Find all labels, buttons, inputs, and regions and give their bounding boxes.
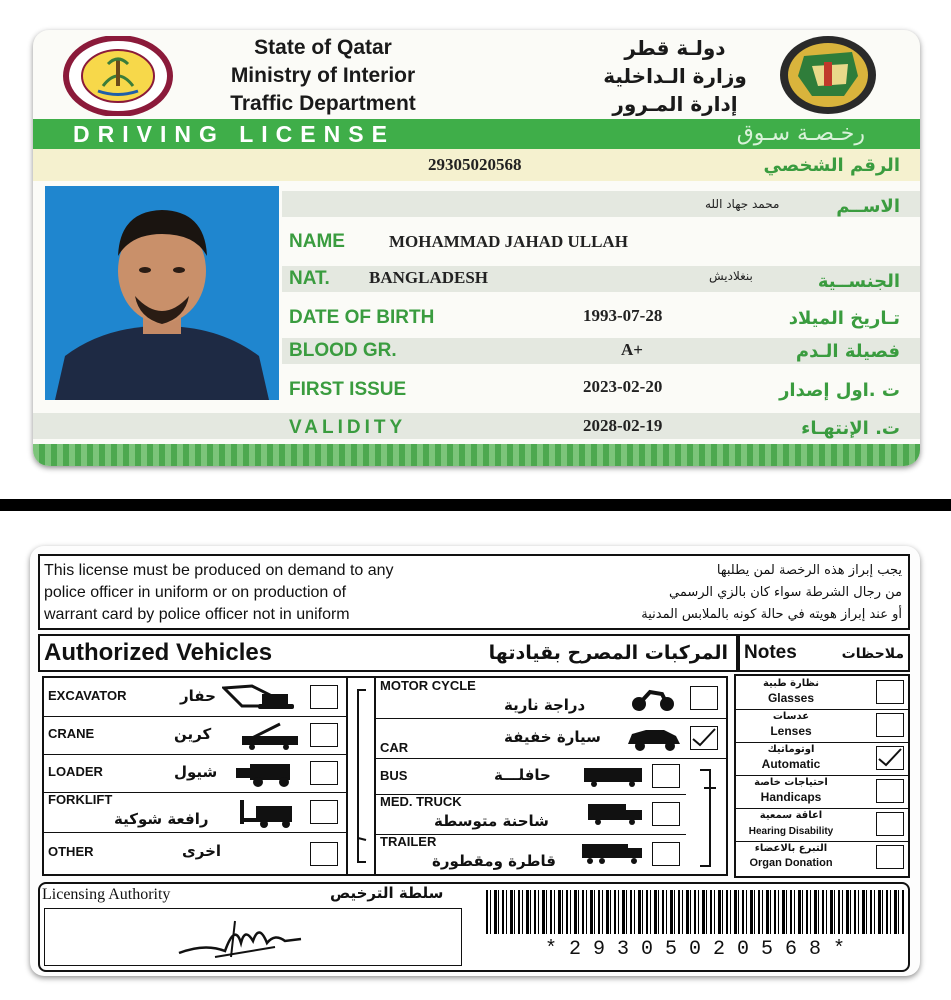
personal-number-label-ar: الرقم الشخصي	[763, 155, 900, 176]
checkmark-icon	[691, 727, 717, 749]
signature-box	[44, 908, 462, 966]
blood-group-label-ar: فصيلة الـدم	[795, 341, 900, 362]
trailer-checkbox[interactable]	[652, 842, 680, 866]
header-state-ar: دولـة قطر	[624, 36, 726, 60]
nationality-label: NAT.	[289, 268, 330, 289]
vehicle-label-ar: كرين	[174, 725, 212, 743]
note-row	[736, 742, 908, 776]
note-label-ar: احتياجات خاصة	[754, 777, 828, 788]
vehicle-label: LOADER	[48, 764, 103, 779]
note-label: Lenses	[770, 724, 812, 738]
qatar-state-emblem-icon	[63, 36, 173, 116]
excavator-icon	[222, 684, 298, 715]
gcc-emblem-icon	[778, 34, 878, 116]
vehicle-label: CAR	[380, 740, 409, 755]
organ-donation-checkbox[interactable]	[876, 845, 904, 869]
signature-icon	[175, 913, 305, 963]
vehicle-row	[44, 792, 346, 833]
note-label: Glasses	[767, 691, 815, 705]
nationality-ar: بنغلاديش	[709, 269, 753, 283]
notes-title-ar: ملاحظات	[841, 646, 904, 662]
note-label-ar: اوتوماتيك	[767, 744, 815, 755]
motorcycle-checkbox[interactable]	[690, 686, 718, 710]
name-label-ar: الاســم	[836, 196, 900, 217]
licensing-authority-label: Licensing Authority	[42, 886, 171, 903]
forklift-icon	[238, 798, 298, 833]
authorized-vehicles-header	[38, 634, 738, 672]
excavator-checkbox[interactable]	[310, 685, 338, 709]
blood-group-label: BLOOD GR.	[289, 340, 397, 361]
vehicle-row	[376, 758, 686, 795]
card-divider	[0, 499, 951, 511]
holder-name: MOHAMMAD JAHAD ULLAH	[389, 232, 628, 251]
notice-line-ar: أو عند إبراز هويته في حالة كونه بالملابس المدنية	[641, 607, 902, 622]
authority-section	[38, 882, 910, 972]
note-label-ar: اعاقة سمعية	[759, 810, 823, 821]
notes-title: Notes	[744, 642, 797, 663]
vehicle-row	[44, 678, 346, 717]
vehicle-row	[44, 716, 346, 755]
note-label: Automatic	[761, 757, 821, 771]
vehicle-label-ar: حفار	[180, 687, 216, 705]
heavy-vehicles-list	[42, 676, 348, 876]
personal-number: 29305020568	[428, 155, 522, 174]
vehicle-row	[376, 718, 726, 759]
truck-icon	[586, 802, 644, 831]
authorized-vehicles-title-ar: المركبات المصرح بقيادتها	[488, 642, 728, 664]
blood-group: A+	[621, 340, 643, 359]
dob-label-ar: تـاريخ الميلاد	[788, 308, 900, 329]
vehicle-row	[44, 832, 346, 874]
header-state: State of Qatar	[254, 36, 392, 59]
nationality: BANGLADESH	[369, 268, 489, 287]
vehicle-label: EXCAVATOR	[48, 688, 127, 703]
vehicle-label-ar: رافعة شوكية	[114, 810, 209, 828]
license-title: DRIVING LICENSE	[73, 121, 395, 147]
group-bracket-icon	[694, 768, 720, 868]
vehicle-label-ar: شيول	[174, 763, 218, 781]
car-checkbox[interactable]	[690, 726, 718, 750]
first-issue-date: 2023-02-20	[583, 377, 663, 396]
medium-truck-checkbox[interactable]	[652, 802, 680, 826]
vehicle-row	[376, 678, 726, 719]
vehicle-label: BUS	[380, 768, 408, 783]
vehicle-label: TRAILER	[380, 834, 437, 849]
validity-label-ar: ت. الإنتهـاء	[801, 418, 900, 439]
vehicle-label: CRANE	[48, 726, 95, 741]
row-stripe	[33, 413, 920, 439]
vehicle-label-ar: قاطرة ومقطورة	[432, 852, 556, 870]
date-of-birth: 1993-07-28	[583, 306, 663, 325]
holder-photo	[45, 186, 279, 400]
notice-line-en: police officer in uniform or on production of	[44, 584, 347, 601]
note-row	[736, 709, 908, 743]
vehicle-label: OTHER	[48, 844, 94, 859]
note-row	[736, 676, 908, 710]
nationality-label-ar: الجنســية	[817, 271, 900, 292]
note-label: Organ Donation	[749, 857, 833, 869]
notice-line-ar: يجب إبراز هذه الرخصة لمن يطلبها	[716, 563, 902, 578]
name-label: NAME	[289, 231, 345, 252]
vehicle-label: MED. TRUCK	[380, 794, 462, 809]
card-bottom-pattern	[33, 444, 920, 466]
vehicle-label-ar: سيارة خفيفة	[504, 728, 601, 746]
forklift-checkbox[interactable]	[310, 800, 338, 824]
light-vehicles-list	[374, 676, 728, 876]
other-vehicle-checkbox[interactable]	[310, 842, 338, 866]
note-label-ar: التبرع بالاعضاء	[754, 843, 828, 854]
notice-line-ar: من رجال الشرطة سواء كان بالزي الرسمي	[669, 585, 902, 600]
vehicle-row	[376, 834, 686, 874]
vehicle-row	[44, 754, 346, 793]
licensing-authority-label-ar: سلطة الترخيص	[330, 884, 444, 902]
note-row	[736, 808, 908, 842]
first-issue-label: FIRST ISSUE	[289, 379, 407, 400]
authorized-vehicles-title: Authorized Vehicles	[44, 639, 273, 666]
header-ministry: Ministry of Interior	[230, 64, 416, 87]
dob-label: DATE OF BIRTH	[289, 307, 435, 328]
license-title-ar: رخـصـة سـوق	[736, 121, 865, 146]
group-bracket-column	[346, 676, 376, 876]
car-icon	[626, 726, 682, 757]
glasses-checkbox[interactable]	[876, 680, 904, 704]
motorcycle-icon	[630, 684, 676, 717]
hearing-disability-checkbox[interactable]	[876, 812, 904, 836]
vehicle-row	[376, 794, 686, 835]
vehicle-label-ar: اخرى	[182, 842, 222, 860]
vehicle-label-ar: دراجة نارية	[504, 696, 586, 714]
barcode-number: * 2 9 3 0 5 0 2 0 5 6 8 *	[544, 938, 846, 961]
vehicle-label-ar: شاحنة متوسطة	[434, 812, 549, 830]
crane-icon	[240, 720, 300, 755]
header-ministry-ar: وزارة الـداخلية	[603, 64, 747, 88]
vehicle-label: FORKLIFT	[48, 792, 113, 807]
header-department: Traffic Department	[230, 92, 416, 115]
loader-icon	[234, 760, 298, 793]
bus-icon	[582, 766, 644, 793]
notes-header	[738, 634, 910, 672]
license-front-card	[33, 30, 920, 466]
license-back-card	[30, 546, 920, 976]
automatic-checkbox[interactable]	[876, 746, 904, 770]
notice-line-en: This license must be produced on demand to any	[44, 562, 394, 579]
note-row	[736, 841, 908, 874]
bus-checkbox[interactable]	[652, 764, 680, 788]
notice-line-en: warrant card by police officer not in uniform	[44, 606, 350, 623]
trailer-icon	[580, 842, 644, 871]
note-row	[736, 775, 908, 809]
notes-list	[734, 674, 910, 878]
vehicle-label-ar: حافلـــة	[494, 766, 551, 784]
header-department-ar: إدارة المـرور	[612, 92, 738, 116]
checkmark-icon	[877, 747, 903, 769]
barcode	[486, 890, 904, 934]
note-label-ar: نظارة طبية	[762, 678, 820, 689]
note-label-ar: عدسات	[772, 711, 810, 722]
notice-box	[38, 554, 910, 630]
note-label: Handicaps	[760, 790, 822, 804]
row-stripe	[282, 191, 920, 217]
handicaps-checkbox[interactable]	[876, 779, 904, 803]
crane-checkbox[interactable]	[310, 723, 338, 747]
lenses-checkbox[interactable]	[876, 713, 904, 737]
validity-date: 2028-02-19	[583, 416, 663, 435]
note-label: Hearing Disability	[748, 826, 834, 837]
holder-name-ar: محمد جهاد الله	[705, 197, 780, 211]
vehicle-label: MOTOR CYCLE	[380, 678, 476, 693]
validity-label: VALIDITY	[289, 417, 407, 438]
first-issue-label-ar: ت .اول إصدار	[779, 380, 900, 401]
loader-checkbox[interactable]	[310, 761, 338, 785]
